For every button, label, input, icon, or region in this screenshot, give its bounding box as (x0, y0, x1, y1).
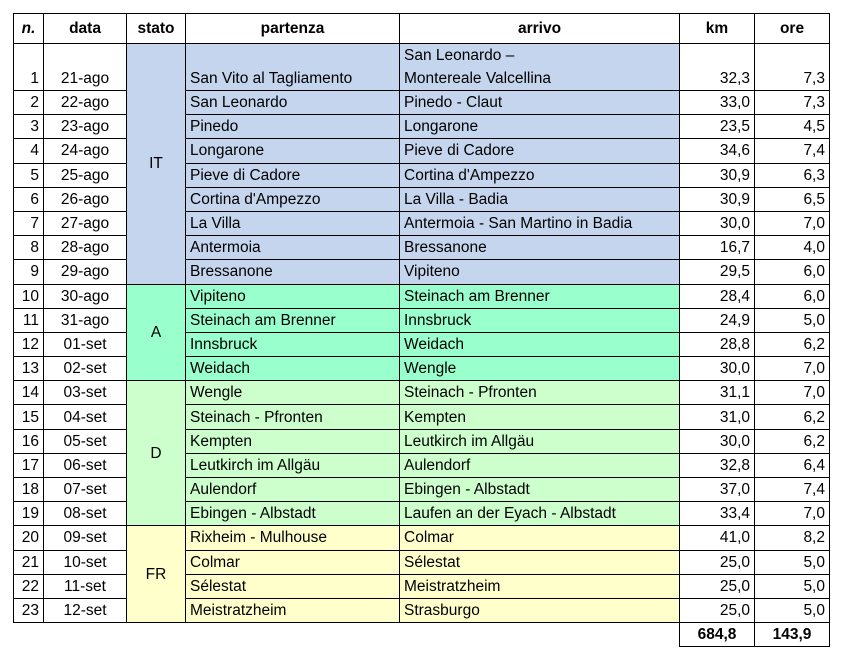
departure-place: Sélestat (186, 574, 400, 598)
stage-hours: 7,0 (755, 357, 830, 381)
arrival-place: Vipiteno (400, 260, 680, 284)
stage-km: 33,0 (680, 91, 755, 115)
table-header (14, 14, 830, 44)
departure-place: Leutkirch im Allgäu (186, 453, 400, 477)
stage-km: 37,0 (680, 478, 755, 502)
stage-km: 31,0 (680, 405, 755, 429)
stage-hours: 6,2 (755, 429, 830, 453)
stage-km: 30,9 (680, 163, 755, 187)
stage-date: 21-ago (44, 44, 127, 91)
stage-number: 1 (14, 44, 44, 91)
country-code: D (127, 381, 186, 526)
arrival-place: Longarone (400, 115, 680, 139)
header-n: n. (14, 14, 44, 44)
stage-date: 02-set (44, 357, 127, 381)
header-hours: ore (755, 14, 830, 44)
totals-spacer (14, 623, 680, 647)
departure-place: Innsbruck (186, 332, 400, 356)
stage-km: 30,0 (680, 429, 755, 453)
stage-km: 41,0 (680, 526, 755, 550)
stage-date: 03-set (44, 381, 127, 405)
arrival-place: Kempten (400, 405, 680, 429)
arrival-place: Leutkirch im Allgäu (400, 429, 680, 453)
header-departure: partenza (186, 14, 400, 44)
stage-km: 32,3 (680, 44, 755, 91)
stage-hours: 6,2 (755, 332, 830, 356)
arrival-place-line1: San Leonardo – (404, 47, 515, 64)
stage-number: 19 (14, 502, 44, 526)
arrival-place: Pinedo - Claut (400, 91, 680, 115)
stage-date: 07-set (44, 478, 127, 502)
arrival-place: Meistratzheim (400, 574, 680, 598)
stage-number: 17 (14, 453, 44, 477)
stage-date: 01-set (44, 332, 127, 356)
stage-km: 25,0 (680, 550, 755, 574)
table-row (14, 44, 830, 91)
header-row (14, 14, 830, 44)
stage-number: 20 (14, 526, 44, 550)
departure-place: Vipiteno (186, 284, 400, 308)
departure-place: Weidach (186, 357, 400, 381)
stage-date: 31-ago (44, 308, 127, 332)
stage-date: 11-set (44, 574, 127, 598)
departure-place: San Vito al Tagliamento (186, 44, 400, 91)
totals-row (14, 623, 830, 647)
departure-place: Antermoia (186, 236, 400, 260)
stage-date: 25-ago (44, 163, 127, 187)
stage-number: 7 (14, 211, 44, 235)
stage-hours: 7,0 (755, 211, 830, 235)
stage-hours: 6,0 (755, 260, 830, 284)
stage-hours: 5,0 (755, 550, 830, 574)
total-hours: 143,9 (755, 623, 830, 647)
departure-place: Colmar (186, 550, 400, 574)
arrival-place: Antermoia - San Martino in Badia (400, 211, 680, 235)
arrival-place: Wengle (400, 357, 680, 381)
stage-date: 28-ago (44, 236, 127, 260)
stage-hours: 6,2 (755, 405, 830, 429)
stage-date: 09-set (44, 526, 127, 550)
arrival-place: Weidach (400, 332, 680, 356)
stage-hours: 4,0 (755, 236, 830, 260)
table-row (14, 526, 830, 550)
stage-date: 04-set (44, 405, 127, 429)
arrival-place: Aulendorf (400, 453, 680, 477)
arrival-place: Laufen an der Eyach - Albstadt (400, 502, 680, 526)
stage-date: 05-set (44, 429, 127, 453)
header-km: km (680, 14, 755, 44)
stage-number: 8 (14, 236, 44, 260)
stage-hours: 7,0 (755, 502, 830, 526)
arrival-place: Colmar (400, 526, 680, 550)
table-row (14, 284, 830, 308)
stage-km: 33,4 (680, 502, 755, 526)
stage-number: 21 (14, 550, 44, 574)
itinerary-table (13, 13, 830, 647)
arrival-place-line2: Montereale Valcellina (404, 70, 552, 87)
arrival-place: Strasburgo (400, 598, 680, 622)
stage-number: 15 (14, 405, 44, 429)
stage-date: 24-ago (44, 139, 127, 163)
stage-date: 29-ago (44, 260, 127, 284)
stage-km: 34,6 (680, 139, 755, 163)
departure-place: Pieve di Cadore (186, 163, 400, 187)
stage-number: 22 (14, 574, 44, 598)
arrival-place: Steinach - Pfronten (400, 381, 680, 405)
header-date: data (44, 14, 127, 44)
departure-place: Longarone (186, 139, 400, 163)
header-state: stato (127, 14, 186, 44)
stage-km: 30,0 (680, 211, 755, 235)
stage-km: 30,9 (680, 187, 755, 211)
stage-number: 4 (14, 139, 44, 163)
stage-hours: 7,4 (755, 139, 830, 163)
table-row (14, 381, 830, 405)
stage-km: 28,4 (680, 284, 755, 308)
stage-number: 14 (14, 381, 44, 405)
stage-date: 06-set (44, 453, 127, 477)
country-code: IT (127, 44, 186, 285)
stage-km: 16,7 (680, 236, 755, 260)
stage-number: 18 (14, 478, 44, 502)
stage-date: 08-set (44, 502, 127, 526)
stage-hours: 6,4 (755, 453, 830, 477)
departure-place: Kempten (186, 429, 400, 453)
arrival-place (400, 44, 680, 91)
stage-number: 13 (14, 357, 44, 381)
stage-hours: 4,5 (755, 115, 830, 139)
stage-km: 25,0 (680, 574, 755, 598)
stage-number: 10 (14, 284, 44, 308)
stage-number: 3 (14, 115, 44, 139)
stage-number: 23 (14, 598, 44, 622)
stage-date: 12-set (44, 598, 127, 622)
departure-place: Steinach - Pfronten (186, 405, 400, 429)
stage-km: 24,9 (680, 308, 755, 332)
arrival-place: Bressanone (400, 236, 680, 260)
stage-hours: 5,0 (755, 308, 830, 332)
country-code: FR (127, 526, 186, 623)
departure-place: Wengle (186, 381, 400, 405)
stage-km: 29,5 (680, 260, 755, 284)
arrival-place: Ebingen - Albstadt (400, 478, 680, 502)
arrival-place: Sélestat (400, 550, 680, 574)
stage-km: 23,5 (680, 115, 755, 139)
arrival-place: La Villa - Badia (400, 187, 680, 211)
stage-date: 23-ago (44, 115, 127, 139)
departure-place: La Villa (186, 211, 400, 235)
stage-date: 22-ago (44, 91, 127, 115)
stage-number: 11 (14, 308, 44, 332)
stage-date: 26-ago (44, 187, 127, 211)
stage-hours: 7,0 (755, 381, 830, 405)
departure-place: San Leonardo (186, 91, 400, 115)
departure-place: Rixheim - Mulhouse (186, 526, 400, 550)
stage-number: 16 (14, 429, 44, 453)
stage-number: 12 (14, 332, 44, 356)
departure-place: Pinedo (186, 115, 400, 139)
stage-hours: 6,5 (755, 187, 830, 211)
country-code: A (127, 284, 186, 381)
stage-hours: 7,4 (755, 478, 830, 502)
departure-place: Steinach am Brenner (186, 308, 400, 332)
stage-date: 30-ago (44, 284, 127, 308)
stage-hours: 8,2 (755, 526, 830, 550)
table-body (14, 44, 830, 623)
arrival-place: Pieve di Cadore (400, 139, 680, 163)
stage-date: 27-ago (44, 211, 127, 235)
arrival-place: Cortina d'Ampezzo (400, 163, 680, 187)
total-km: 684,8 (680, 623, 755, 647)
departure-place: Bressanone (186, 260, 400, 284)
stage-number: 6 (14, 187, 44, 211)
table-footer (14, 623, 830, 647)
header-arrival: arrivo (400, 14, 680, 44)
stage-km: 28,8 (680, 332, 755, 356)
stage-hours: 6,3 (755, 163, 830, 187)
departure-place: Ebingen - Albstadt (186, 502, 400, 526)
stage-number: 9 (14, 260, 44, 284)
stage-km: 32,8 (680, 453, 755, 477)
stage-km: 31,1 (680, 381, 755, 405)
arrival-place: Innsbruck (400, 308, 680, 332)
departure-place: Aulendorf (186, 478, 400, 502)
arrival-place: Steinach am Brenner (400, 284, 680, 308)
stage-hours: 5,0 (755, 574, 830, 598)
stage-km: 30,0 (680, 357, 755, 381)
stage-number: 2 (14, 91, 44, 115)
stage-number: 5 (14, 163, 44, 187)
stage-hours: 5,0 (755, 598, 830, 622)
stage-hours: 7,3 (755, 44, 830, 91)
stage-km: 25,0 (680, 598, 755, 622)
stage-hours: 7,3 (755, 91, 830, 115)
stage-hours: 6,0 (755, 284, 830, 308)
departure-place: Meistratzheim (186, 598, 400, 622)
stage-date: 10-set (44, 550, 127, 574)
departure-place: Cortina d'Ampezzo (186, 187, 400, 211)
